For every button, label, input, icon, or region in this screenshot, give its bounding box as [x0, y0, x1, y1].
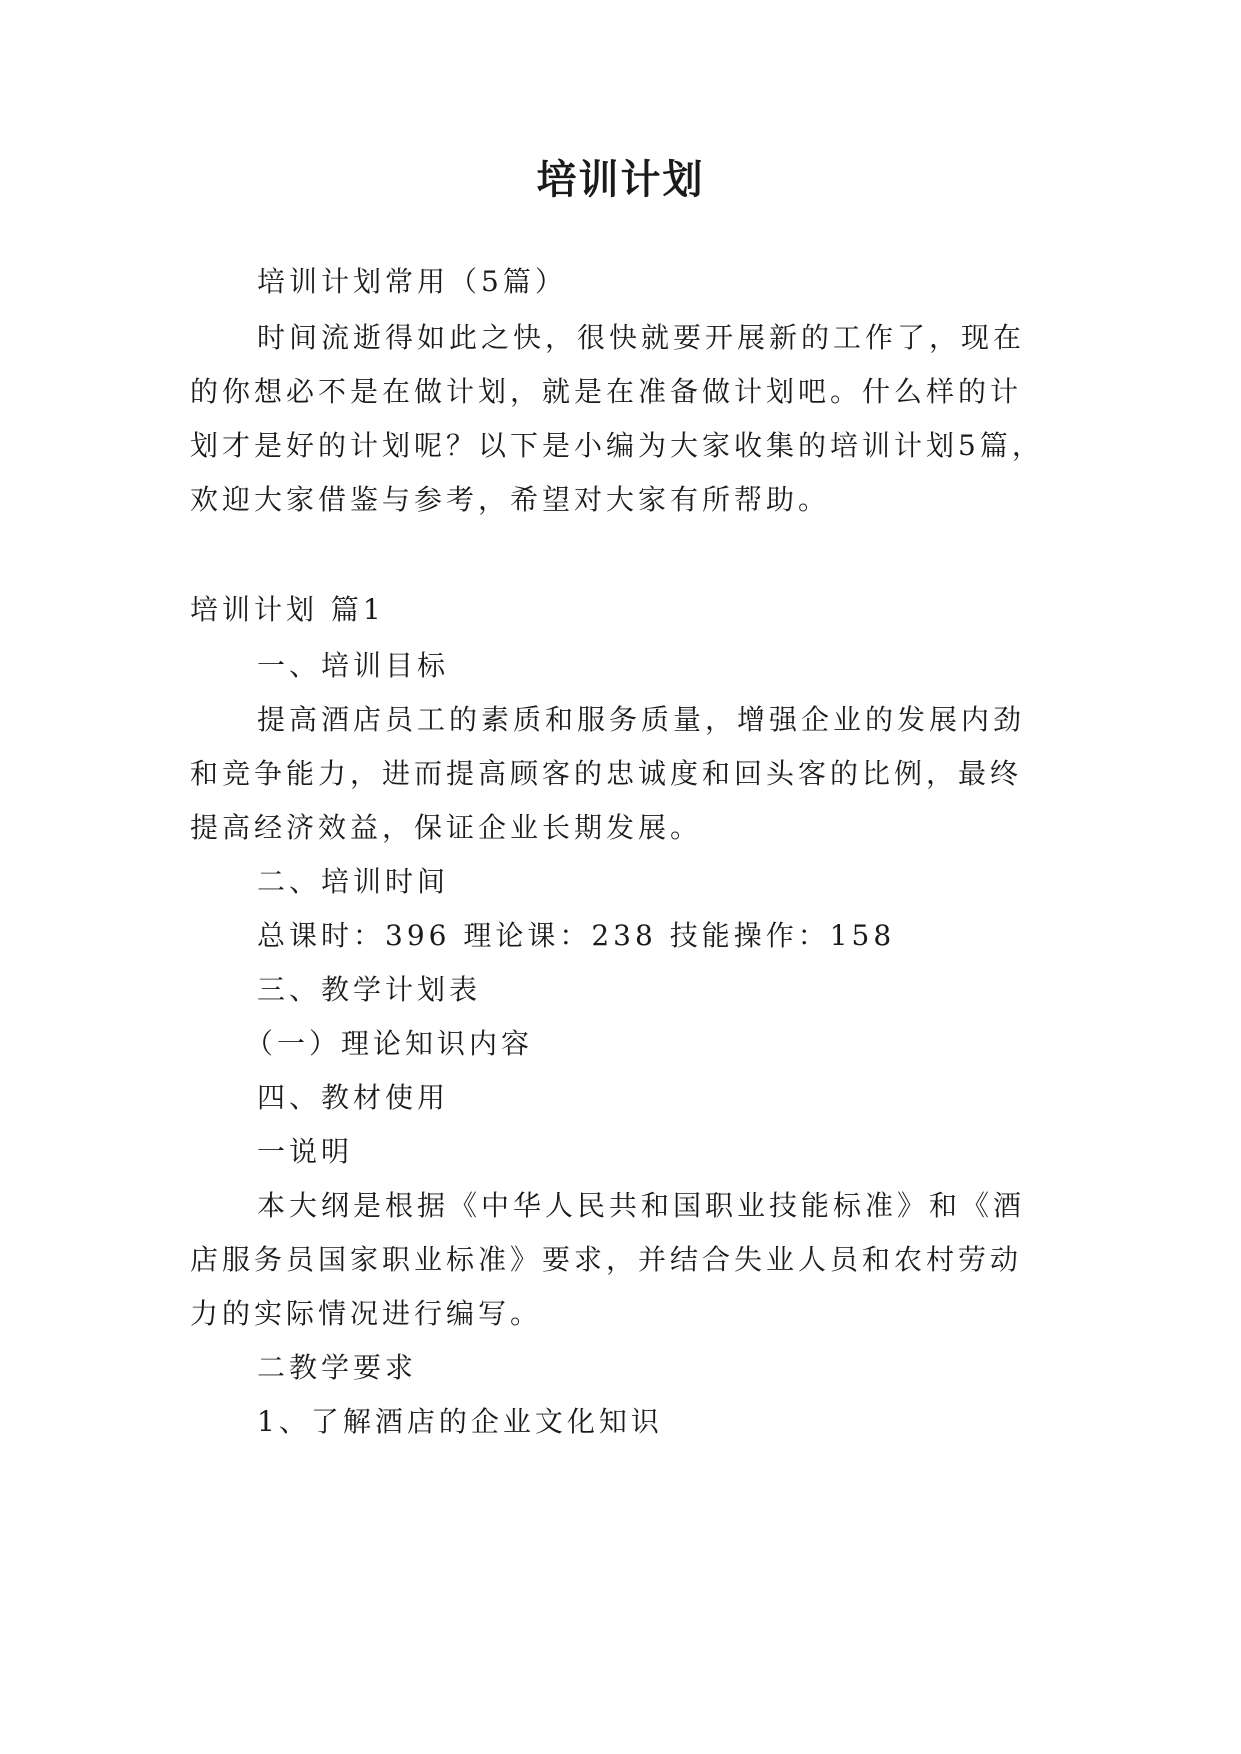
- explain-heading: 一说明: [257, 1135, 354, 1168]
- explain-line-3: 力的实际情况进行编写。: [190, 1297, 543, 1330]
- intro-line-4: 欢迎大家借鉴与参考，希望对大家有所帮助。: [190, 483, 831, 516]
- intro-line-3: 划才是好的计划呢？以下是小编为大家收集的培训计划5篇，: [190, 429, 1044, 462]
- heading-textbook-use: 四、教材使用: [257, 1081, 450, 1114]
- explain-line-2: 店服务员国家职业标准》要求，并结合失业人员和农村劳动: [190, 1243, 1023, 1276]
- document-title: 培训计划: [536, 157, 705, 203]
- section-heading: 培训计划 篇1: [190, 593, 385, 626]
- sub-heading-theory-content: （一）理论知识内容: [245, 1027, 534, 1060]
- requirement-heading: 二教学要求: [257, 1351, 418, 1384]
- goal-line-3: 提高经济效益，保证企业长期发展。: [190, 811, 703, 844]
- requirement-item-1: 1、了解酒店的企业文化知识: [257, 1405, 663, 1438]
- training-hours-line: 总课时：396 理论课：238 技能操作：158: [257, 919, 896, 952]
- goal-line-2: 和竞争能力，进而提高顾客的忠诚度和回头客的比例，最终: [190, 757, 1023, 790]
- intro-line-1: 时间流逝得如此之快，很快就要开展新的工作了，现在: [257, 321, 1026, 354]
- document-subtitle: 培训计划常用（5篇）: [257, 265, 567, 298]
- heading-training-goal: 一、培训目标: [257, 649, 450, 682]
- heading-training-time: 二、培训时间: [257, 865, 450, 898]
- intro-line-2: 的你想必不是在做计划，就是在准备做计划吧。什么样的计: [190, 375, 1023, 408]
- goal-line-1: 提高酒店员工的素质和服务质量，增强企业的发展内劲: [257, 703, 1026, 736]
- heading-teaching-plan: 三、教学计划表: [257, 973, 482, 1006]
- explain-line-1: 本大纲是根据《中华人民共和国职业技能标准》和《酒: [257, 1189, 1026, 1222]
